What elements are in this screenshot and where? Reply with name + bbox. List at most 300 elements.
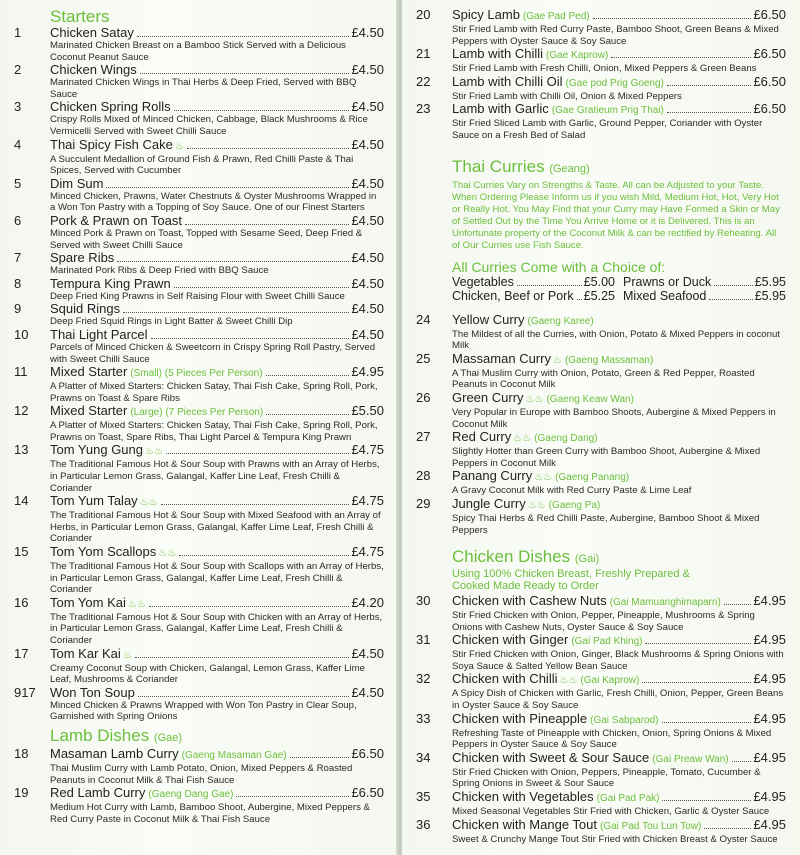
curry-note: Thai Curries Vary on Strengths & Taste. All can be Adjusted to your Taste. When Ordering Please Inform us if you wish Mild, Medium Hot, Hot, Very Hot or Really Hot. You May Find that your Curry may Have Formed a Skin or May of Settled Out by the Time You Arrive Home or it is Delivered. This is an Unfortunate property of the Coconut Milk & can be rectified by Reheating. All of Our Curries use Fish Sauce. [452, 179, 780, 251]
dot-leader [236, 796, 349, 797]
item-price: £4.75 [351, 493, 384, 509]
chilli-icon: ♨ [174, 140, 184, 152]
item-name: Pork & Prawn on Toast [50, 212, 182, 228]
item-thai-name: (Gai Mamuanghimaparn) [609, 597, 721, 609]
item-name: Massaman Curry [452, 350, 551, 366]
curry-choice-table [416, 275, 786, 303]
item-price: £4.50 [351, 62, 384, 78]
item-price: £4.75 [351, 442, 384, 458]
item-number: 4 [14, 136, 22, 152]
dot-leader [577, 299, 582, 300]
item-description: The Mildest of all the Curries, with Onion, Potato & Mixed Peppers in coconut Milk [452, 328, 780, 352]
item-line [50, 100, 384, 114]
menu-item [14, 545, 384, 596]
item-description: Parcels of Minced Chicken & Sweetcorn in Crispy Spring Roll Pastry, Served with Sweet Chilli Sauce [50, 341, 376, 365]
item-price: £4.50 [351, 250, 384, 266]
curry-title-text: Thai Curries [452, 156, 545, 176]
item-description: A Succulent Medallion of Ground Fish & Prawn, Red Chilli Paste & Thai Spices, Served with Cucumber [50, 153, 354, 177]
curry-choice-heading: All Curries Come with a Choice of: [452, 258, 666, 275]
menu-item [416, 430, 786, 469]
item-line [50, 747, 384, 763]
item-name: Lamb with Garlic [452, 101, 549, 117]
menu-item [416, 633, 786, 672]
menu-item [14, 647, 384, 686]
dot-leader [593, 18, 752, 19]
item-price: £4.50 [351, 326, 384, 342]
item-number: 20 [416, 7, 431, 22]
item-number: 917 [14, 684, 36, 700]
dot-leader [135, 657, 350, 658]
item-number: 17 [14, 645, 29, 661]
item-number: 27 [416, 429, 431, 445]
item-number: 7 [14, 250, 22, 266]
item-name: Won Ton Soup [50, 684, 135, 700]
chilli-icon: ♨♨ [127, 598, 146, 610]
choice-row [452, 275, 786, 289]
menu-item [416, 102, 786, 141]
item-description: The Traditional Famous Hot & Sour Soup with Chicken with an Array of Herbs, in Particular Lemon Grass, Galangal, Kaffer Lime Leaf, Fresh Chilli & Coriander [50, 611, 383, 646]
item-name: Chicken with Vegetables [452, 789, 594, 805]
item-line [50, 328, 384, 342]
menu-item [416, 47, 786, 75]
item-number: 25 [416, 350, 431, 366]
item-description: A Platter of Mixed Starters: Chicken Satay, Thai Fish Cake, Spring Roll, Pork, Prawns on Toast & Spare Ribs [50, 381, 378, 404]
item-description: Marinated Pork Ribs & Deep Fried with BBQ Sauce [50, 265, 269, 277]
item-description: Thai Muslim Curry with Lamb Potato, Onion, Mixed Peppers & Roasted Peanuts in Coconut Milk & Thai Fish Sauce [50, 762, 353, 786]
item-name: Tom Yung Gung [50, 442, 143, 458]
item-line [50, 365, 384, 381]
menu-item [416, 313, 786, 352]
menu-item [416, 751, 786, 790]
dot-leader [140, 73, 350, 74]
item-description: Refreshing Taste of Pineapple with Chicken, Onion, Spring Onions & Mixed Peppers in Oyster Sauce & Soy Sauce [452, 727, 772, 751]
item-line [452, 313, 786, 329]
choice-cell [623, 275, 786, 289]
menu-item [14, 277, 384, 303]
item-number: 31 [416, 632, 431, 648]
item-description: Mixed Seasonal Vegetables Stir Fried with Chicken, Garlic & Oyster Sauce [452, 806, 770, 818]
item-description: A Thai Muslim Curry with Onion, Potato, Green & Red Pepper, Roasted Peanuts in Coconut Milk [452, 367, 755, 391]
item-number: 34 [416, 749, 431, 765]
item-price: £4.95 [753, 749, 786, 765]
dot-leader [611, 57, 751, 58]
chilli-icon: ♨♨ [534, 472, 553, 484]
menu-item [14, 494, 384, 545]
lamb-list-left [14, 747, 384, 825]
item-price: £4.50 [351, 301, 384, 317]
item-number: 24 [416, 311, 431, 327]
item-line [452, 790, 786, 806]
menu-item [416, 75, 786, 103]
item-thai-name: (Gae Pad Ped) [522, 11, 590, 22]
dot-leader [290, 757, 350, 758]
item-line [452, 75, 786, 91]
item-name: Panang Curry [452, 468, 533, 484]
choice-price: £5.00 [583, 274, 615, 289]
thai-curries-title [452, 158, 786, 178]
item-price: £6.50 [753, 73, 786, 89]
item-number: 6 [14, 212, 22, 228]
item-number: 10 [14, 326, 29, 342]
item-name: Chicken with Ginger [452, 632, 569, 648]
item-number: 23 [416, 101, 431, 117]
dot-leader [123, 312, 349, 313]
item-line [50, 686, 384, 700]
dot-leader [149, 606, 350, 607]
chilli-icon: ♨♨ [559, 675, 578, 687]
menu-item [416, 594, 786, 633]
item-thai-name: (Gaeng Massaman) [564, 354, 654, 366]
item-price: £4.95 [351, 364, 384, 380]
menu-item [416, 8, 786, 47]
choice-price: £5.95 [754, 288, 786, 303]
dot-leader [151, 338, 350, 339]
chilli-icon: ♨♨ [139, 497, 158, 509]
item-number: 32 [416, 671, 431, 687]
item-thai-name: (Gaeng Pa) [548, 499, 601, 511]
item-price: £4.50 [351, 136, 384, 152]
chilli-icon: ♨ [122, 649, 132, 661]
item-line [50, 494, 384, 510]
item-price: £4.95 [753, 593, 786, 609]
item-thai-name: (Gai Pad Khing) [571, 636, 643, 648]
item-line [452, 352, 786, 368]
item-line [50, 443, 384, 459]
dot-leader [179, 555, 349, 556]
item-line [452, 8, 786, 24]
item-name: Chicken with Mange Tout [452, 816, 598, 832]
menu-panel-right [402, 0, 800, 855]
dot-leader [174, 287, 350, 288]
item-line [50, 302, 384, 316]
item-name: Tom Kar Kai [50, 645, 121, 661]
choice-cell [452, 289, 615, 303]
item-name: Green Curry [452, 389, 524, 405]
dot-leader [266, 414, 349, 415]
item-line [452, 497, 786, 513]
item-thai-name: (Gae Gratieum Prig Thai) [551, 105, 664, 117]
choice-label: Chicken, Beef or Pork [452, 288, 574, 303]
dot-leader [187, 148, 350, 149]
item-number: 36 [416, 816, 431, 832]
choice-label: Prawns or Duck [623, 274, 712, 289]
dot-leader [138, 696, 350, 697]
chicken-title-sub: (Gai) [574, 553, 600, 566]
item-line [50, 545, 384, 561]
item-price: £4.95 [753, 816, 786, 832]
item-number: 16 [14, 594, 29, 610]
item-price: £6.50 [753, 7, 786, 22]
item-price: £4.50 [351, 212, 384, 228]
menu-item [14, 214, 384, 251]
item-number: 29 [416, 495, 431, 511]
item-price: £4.50 [351, 99, 384, 115]
item-thai-name: (Gaeng Dang Gae) [148, 789, 234, 801]
chilli-icon: ♨♨ [158, 548, 177, 560]
item-number: 30 [416, 593, 431, 609]
item-thai-name: (Gai Preaw Wan) [652, 753, 729, 765]
chilli-icon: ♨♨ [513, 433, 532, 445]
item-number: 12 [14, 403, 29, 419]
item-description: Stir Fried Lamb with Chilli Oil, Onion & Mixed Peppers [452, 90, 682, 102]
dot-leader [174, 110, 350, 111]
item-line [50, 404, 384, 420]
item-price: £4.50 [351, 684, 384, 700]
dot-leader [667, 112, 752, 113]
item-price: £4.95 [753, 632, 786, 648]
item-description: Stir Fried Chicken with Onion, Ginger, Black Mushrooms & Spring Onions with Soya Sauce & Salted Yellow Bean Sauce [452, 649, 784, 672]
item-thai-name: (Gae pod Prig Goeng) [565, 77, 664, 89]
item-line [50, 214, 384, 228]
item-description: Sweet & Crunchy Mange Tout Stir Fried with Chicken Breast & Oyster Sauce [452, 833, 778, 845]
item-description: Spicy Thai Herbs & Red Chilli Paste, Aubergine, Bamboo Shoot & Mixed Peppers [452, 512, 760, 536]
item-price: £5.50 [351, 403, 384, 419]
item-price: £4.50 [351, 275, 384, 291]
item-number: 2 [14, 62, 22, 78]
item-number: 13 [14, 442, 29, 458]
menu-item [416, 790, 786, 818]
item-description: The Traditional Famous Hot & Sour Soup with Prawns with an Array of Herbs, in Particular Lemon Grass, Galangal, Kaffer Line Leaf, Fresh Chilli & Coriander [50, 459, 380, 494]
item-name: Thai Light Parcel [50, 326, 148, 342]
item-number: 19 [14, 785, 29, 801]
item-line [452, 47, 786, 63]
chilli-icon: ♨♨ [527, 499, 546, 511]
item-line [452, 712, 786, 728]
item-name: Chicken with Pineapple [452, 710, 588, 726]
chicken-note-2: Cooked Made Ready to Order [452, 580, 599, 593]
item-thai-name: (Gai Pad Pak) [596, 793, 660, 805]
item-description: Minced Chicken & Prawns Wrapped with Won Ton Pastry in Clear Soup, Garnished with Spring Onions [50, 699, 357, 723]
item-description: Stir Fried Lamb with Fresh Chilli, Onion, Mixed Peppers & Green Beans [452, 63, 757, 75]
curry-list [416, 313, 786, 537]
item-price: £4.20 [351, 594, 384, 610]
menu-item [14, 251, 384, 277]
dot-leader [724, 604, 752, 605]
dot-leader [714, 285, 752, 286]
dot-leader [662, 800, 751, 801]
item-description: Crispy Rolls Mixed of Minced Chicken, Cabbage, Black Mushrooms & Rice Vermicelli Served with Sweet Chilli Sauce [50, 114, 368, 137]
menu-item [14, 596, 384, 647]
item-name: Chicken Spring Rolls [50, 99, 171, 115]
item-name: Squid Rings [50, 301, 121, 317]
item-number: 35 [416, 789, 431, 805]
item-name: Dim Sum [50, 175, 104, 191]
item-name: Thai Spicy Fish Cake [50, 136, 173, 152]
dot-leader [166, 453, 350, 454]
item-name: Mixed Starter [50, 403, 128, 419]
item-description: The Traditional Famous Hot & Sour Soup with Mixed Seafood with an Array of Herbs, in Particular Lemon Grass, Galangal, Kaffer Lime Leaf, Fresh Chilli & Coriander [50, 510, 381, 545]
dot-leader [732, 761, 752, 762]
item-line [50, 786, 384, 802]
item-thai-name: (Gaeng Karee) [527, 315, 594, 327]
item-thai-name: (Gai Sabparod) [590, 714, 659, 726]
lamb-list-right [416, 8, 786, 142]
item-line [452, 672, 786, 688]
item-line [452, 391, 786, 407]
item-thai-name: (Gaeng Keaw Wan) [546, 393, 634, 405]
item-description: Stir Fried Chicken with Onion, Pepper, Pineapple, Mushrooms & Spring Onions with Cashew Nuts, Oyster Sauce & Soy Sauce [452, 610, 755, 633]
item-line [452, 102, 786, 118]
dot-leader [642, 682, 751, 683]
item-description: The Traditional Famous Hot & Sour Soup with Scallops with an Array of Herbs, in Particular Lemon Grass, Galangal, Kaffer Lime Leaf, Fresh Chilli & Coriander [50, 561, 384, 596]
item-line [452, 751, 786, 767]
menu-item [416, 391, 786, 430]
item-number: 15 [14, 544, 29, 560]
item-price: £4.95 [753, 710, 786, 726]
item-line [50, 63, 384, 77]
item-number: 28 [416, 468, 431, 484]
item-name: Chicken with Chilli [452, 671, 558, 687]
lamb-title-text: Lamb Dishes [50, 725, 150, 745]
menu-item [14, 443, 384, 494]
item-name: Chicken with Cashew Nuts [452, 593, 607, 609]
menu-item [14, 63, 384, 100]
item-number: 14 [14, 493, 29, 509]
item-line [50, 277, 384, 291]
chilli-icon: ♨ [552, 354, 562, 366]
choice-label: Vegetables [452, 274, 514, 289]
item-name: Mixed Starter [50, 364, 128, 380]
item-number: 8 [14, 275, 22, 291]
menu-item [416, 497, 786, 536]
curry-title-sub: (Geang) [549, 162, 590, 175]
item-description: A Gravy Coconut Milk with Red Curry Paste & Lime Leaf [452, 485, 692, 497]
menu-item [14, 365, 384, 404]
item-thai-name: (Gai Pad Tou Lun Tow) [600, 820, 702, 832]
dot-leader [517, 285, 582, 286]
lamb-dishes-title [50, 727, 384, 747]
dot-leader [117, 261, 349, 262]
item-price: £6.50 [351, 785, 384, 801]
item-line [452, 633, 786, 649]
lamb-title-sub: (Gae) [153, 731, 183, 744]
item-line [50, 26, 384, 40]
menu-item [14, 100, 384, 137]
chicken-list [416, 594, 786, 845]
menu-item [416, 672, 786, 711]
item-description: Marinated Chicken Breast on a Bamboo Stick Served with a Delicious Coconut Peanut Sauce [50, 40, 346, 63]
item-number: 18 [14, 745, 29, 761]
item-description: Minced Chicken, Prawns, Water Chestnuts & Oyster Mushrooms Wrapped in a Won Ton Pastry with a Topping of Soy Sauce. One of our Finest Starters [50, 190, 377, 214]
item-line [50, 138, 384, 154]
item-name: Spicy Lamb [452, 7, 520, 22]
choice-price: £5.95 [754, 274, 786, 289]
item-description: Medium Hot Curry with Lamb, Bamboo Shoot, Aubergine, Mixed Peppers & Red Curry Paste in Coconut Milk & Thai Fish Sauce [50, 802, 370, 825]
item-number: 5 [14, 175, 22, 191]
item-thai-name: (Gaeng Panang) [555, 472, 630, 484]
item-price: £4.50 [351, 25, 384, 40]
item-number: 26 [416, 389, 431, 405]
menu-item [416, 352, 786, 391]
item-line [50, 177, 384, 191]
item-number: 1 [14, 25, 22, 40]
item-price: £4.50 [351, 645, 384, 661]
item-thai-name: (Gaeng Masaman Gae) [181, 749, 287, 761]
menu-item [14, 302, 384, 328]
menu-item [14, 786, 384, 825]
item-description: Very Popular in Europe with Bamboo Shoots, Aubergine & Mixed Peppers in Coconut Milk [452, 406, 776, 430]
menu-item [416, 818, 786, 846]
item-thai-name: (Gaeng Dang) [534, 433, 598, 445]
menu-item [14, 26, 384, 63]
menu-item [14, 686, 384, 723]
item-name: Masaman Lamb Curry [50, 745, 179, 761]
dot-leader [667, 85, 752, 86]
item-description: Deep Fried Squid Rings in Light Batter & Sweet Chilli Dip [50, 316, 293, 328]
dot-leader [645, 643, 751, 644]
item-line [50, 596, 384, 612]
item-thai-name: (Small) (5 Pieces Per Person) [130, 368, 263, 380]
menu-item [416, 712, 786, 751]
item-number: 21 [416, 46, 431, 62]
item-description: Creamy Coconut Soup with Chicken, Galangal, Lemon Grass, Kaffer Lime Leaf, Mushrooms & Coriander [50, 662, 365, 686]
menu-item [14, 138, 384, 177]
item-number: 11 [14, 364, 28, 380]
item-name: Tom Yom Scallops [50, 544, 157, 560]
choice-label: Mixed Seafood [623, 288, 707, 303]
item-description: Marinated Chicken Wings in Thai Herbs & Deep Fried, Served with BBQ Sauce [50, 77, 357, 100]
item-price: £6.50 [753, 46, 786, 62]
item-name: Lamb with Chilli Oil [452, 73, 563, 89]
item-name: Chicken with Sweet & Sour Sauce [452, 749, 650, 765]
item-description: Deep Fried King Prawns in Self Raising Flour with Sweet Chilli Sauce [50, 290, 345, 302]
choice-cell [623, 289, 786, 303]
dot-leader [161, 504, 350, 505]
item-name: Tom Yom Kai [50, 594, 126, 610]
item-line [452, 818, 786, 834]
item-number: 22 [416, 73, 431, 89]
item-price: £6.50 [753, 101, 786, 117]
menu-item [14, 404, 384, 443]
item-description: A Platter of Mixed Starters: Chicken Satay, Thai Fish Cake, Spring Roll, Pork, Prawns on Toast, Spare Ribs, Thai Light Parcel & Tempura King Prawn [50, 420, 378, 443]
item-name: Tempura King Prawn [50, 275, 171, 291]
menu-item [14, 747, 384, 786]
item-name: Chicken Satay [50, 25, 134, 40]
item-name: Red Lamb Curry [50, 785, 146, 801]
starters-title: Starters [50, 7, 110, 26]
dot-leader [709, 299, 752, 300]
item-line [50, 251, 384, 265]
choice-price: £5.25 [583, 288, 615, 303]
item-name: Jungle Curry [452, 495, 526, 511]
item-name: Red Curry [452, 429, 512, 445]
item-description: Minced Pork & Prawn on Toast, Topped with Sesame Seed, Deep Fried & Served with Sweet Chilli Sauce [50, 227, 363, 251]
item-number: 9 [14, 301, 22, 317]
item-number: 3 [14, 99, 22, 115]
item-price: £6.50 [351, 745, 384, 761]
dot-leader [106, 187, 349, 188]
chilli-icon: ♨♨ [145, 446, 163, 458]
item-line [452, 594, 786, 610]
item-description: A Spicy Dish of Chicken with Garlic, Fresh Chilli, Onion, Pepper, Green Beans in Oyster Sauce & Soy Sauce [452, 688, 784, 712]
menu-panel-left [0, 0, 398, 855]
item-line [452, 469, 786, 485]
choice-row [452, 289, 786, 303]
item-price: £4.75 [351, 544, 384, 560]
dot-leader [266, 375, 350, 376]
item-thai-name: (Gae Kaprow) [546, 50, 609, 62]
item-thai-name: (Gai Kaprow) [580, 675, 640, 687]
starters-list [14, 26, 384, 723]
choice-cell [452, 275, 615, 289]
chicken-note-1: Using 100% Chicken Breast, Freshly Prepared & [452, 568, 690, 581]
item-number: 33 [416, 710, 431, 726]
item-description: Slightly Hotter than Green Curry with Bamboo Shoot, Aubergine & Mixed Peppers in Coconut Milk [452, 446, 761, 469]
dot-leader [137, 36, 350, 37]
item-description: Stir Fried Chicken with Onion, Peppers, Pineapple, Tomato, Cucumber & Spring Onions in Sweet & Sour Sauce [452, 766, 761, 790]
item-description: Stir Fried Lamb with Red Curry Paste, Bamboo Shoot, Green Beans & Mixed Peppers with Oyster Sauce & Soy Sauce [452, 24, 779, 47]
chilli-icon: ♨♨ [525, 393, 544, 405]
